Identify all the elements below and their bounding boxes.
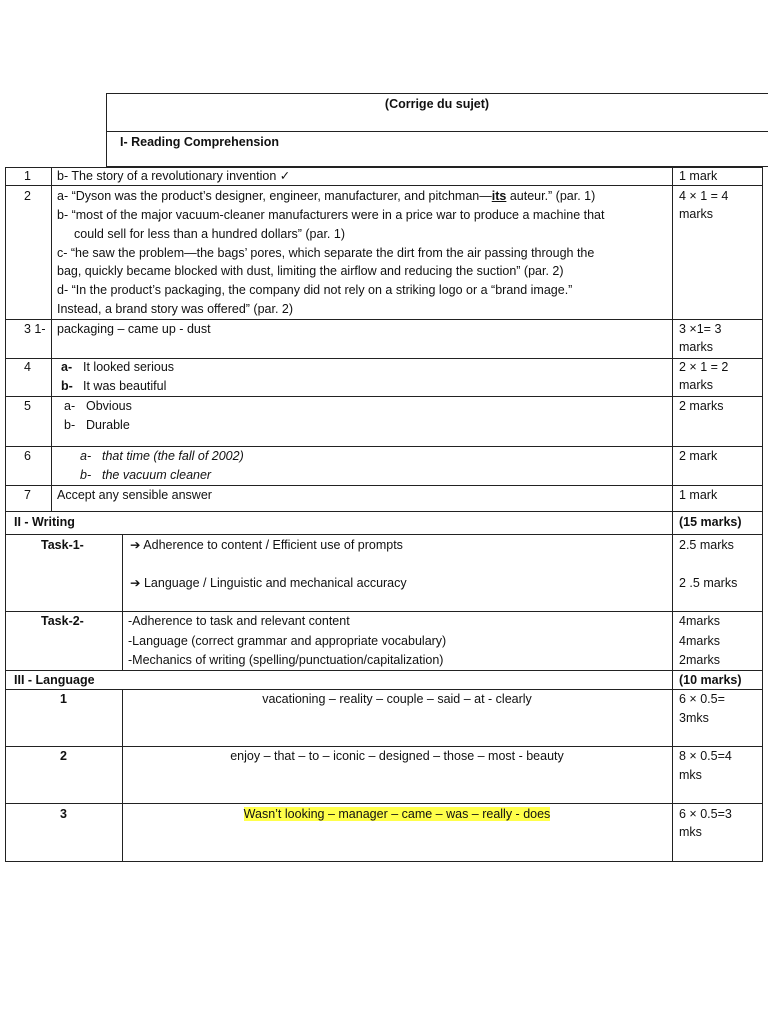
answer-letter: b- [80,468,92,482]
row-number: 2 [24,189,31,203]
marks-text: 4 × 1 = 4 [679,189,729,203]
task2-item: -Mechanics of writing (spelling/punctuation/capitalization) [128,653,444,667]
right-arrow-icon: ➔ [130,538,141,552]
answer-text: It looked serious [83,360,175,374]
row-number: 5 [24,399,31,413]
marks-text: 2 .5 marks [679,576,738,590]
row-number: 3 1- [24,322,46,336]
answer-text: packaging – came up - dust [57,322,211,336]
row-number: 1 [24,169,31,183]
answer-text: could sell for less than a hundred dollars” (par. 1) [74,227,345,241]
section-writing-marks: (15 marks) [679,515,742,529]
answer-text: c- “he saw the problem—the bags’ pores, which separate the dirt from the air passing through the [57,246,595,260]
page-title: (Corrige du sujet) [384,97,490,111]
highlighted-answer: Wasn’t looking – manager – came – was – really - does [243,807,551,821]
marks-text: 2 × 1 = 2 [679,360,729,374]
answer-text: that time (the fall of 2002) [102,449,244,463]
answer-text: b- The story of a revolutionary invention ✓ [57,169,291,183]
marks-text: marks [679,207,714,221]
row-number: 4 [24,360,31,374]
task2-item: -Language (correct grammar and appropriate vocabulary) [128,634,447,648]
marks-text: 2marks [679,653,720,667]
answer-text: Accept any sensible answer [57,488,212,502]
answer-letter: a- [80,449,92,463]
answer-text: enjoy – that – to – iconic – designed – those – most - beauty [230,749,564,763]
marks-text: 3 ×1= 3 [679,322,722,336]
task1-item: ➔ Language / Linguistic and mechanical accuracy [130,576,407,590]
row-number: 7 [24,488,31,502]
row-number: 1 [60,692,67,706]
marks-text: 6 × 0.5=3 [679,807,732,821]
marks-text: 2 marks [679,399,724,413]
row-number: 6 [24,449,31,463]
answer-text: d- “In the product’s packaging, the company did not rely on a striking logo or a “brand image.” [57,283,573,297]
marks-text: mks [679,768,702,782]
row-number: 2 [60,749,67,763]
answer-letter: a- [64,399,76,413]
task1-label: Task-1- [41,538,84,552]
right-arrow-icon: ➔ [130,576,141,590]
task2-item: -Adherence to task and relevant content [128,614,350,628]
answer-text: b- “most of the major vacuum-cleaner manufacturers were in a price war to produce a machine that [57,208,605,222]
marks-text: marks [679,340,714,354]
marks-text: 4marks [679,614,720,628]
underlined-word: its [491,189,507,203]
task2-label: Task-2- [41,614,84,628]
answer-text: bag, quickly became blocked with dust, limiting the airflow and reducing the suction” (par. 2) [57,264,564,278]
section-language-title: III - Language [14,673,95,687]
marks-text: 1 mark [679,169,718,183]
answer-text: Durable [86,418,130,432]
task1-item: ➔ Adherence to content / Efficient use of prompts [130,538,403,552]
answer-text: Obvious [86,399,132,413]
marks-text: 1 mark [679,488,718,502]
row-number: 3 [60,807,67,821]
marks-text: marks [679,378,714,392]
answer-text: the vacuum cleaner [102,468,212,482]
answer-letter: a- [61,360,73,374]
marks-text: 3mks [679,711,709,725]
section-language-marks: (10 marks) [679,673,742,687]
marks-text: 4marks [679,634,720,648]
answer-text: a- “Dyson was the product’s designer, engineer, manufacturer, and pitchman—its auteur.” (par. 1) [57,189,596,203]
marks-text: 2.5 marks [679,538,734,552]
section-writing-title: II - Writing [14,515,75,529]
marks-text: mks [679,825,702,839]
answer-text: It was beautiful [83,379,167,393]
marks-text: 2 mark [679,449,718,463]
answer-text: Instead, a brand story was offered” (par. 2) [57,302,294,316]
answer-letter: b- [64,418,76,432]
marks-text: 8 × 0.5=4 [679,749,732,763]
section-reading-title: I- Reading Comprehension [120,135,280,149]
answer-text: vacationing – reality – couple – said – at - clearly [262,692,532,706]
marks-text: 6 × 0.5= [679,692,725,706]
answer-letter: b- [61,379,73,393]
